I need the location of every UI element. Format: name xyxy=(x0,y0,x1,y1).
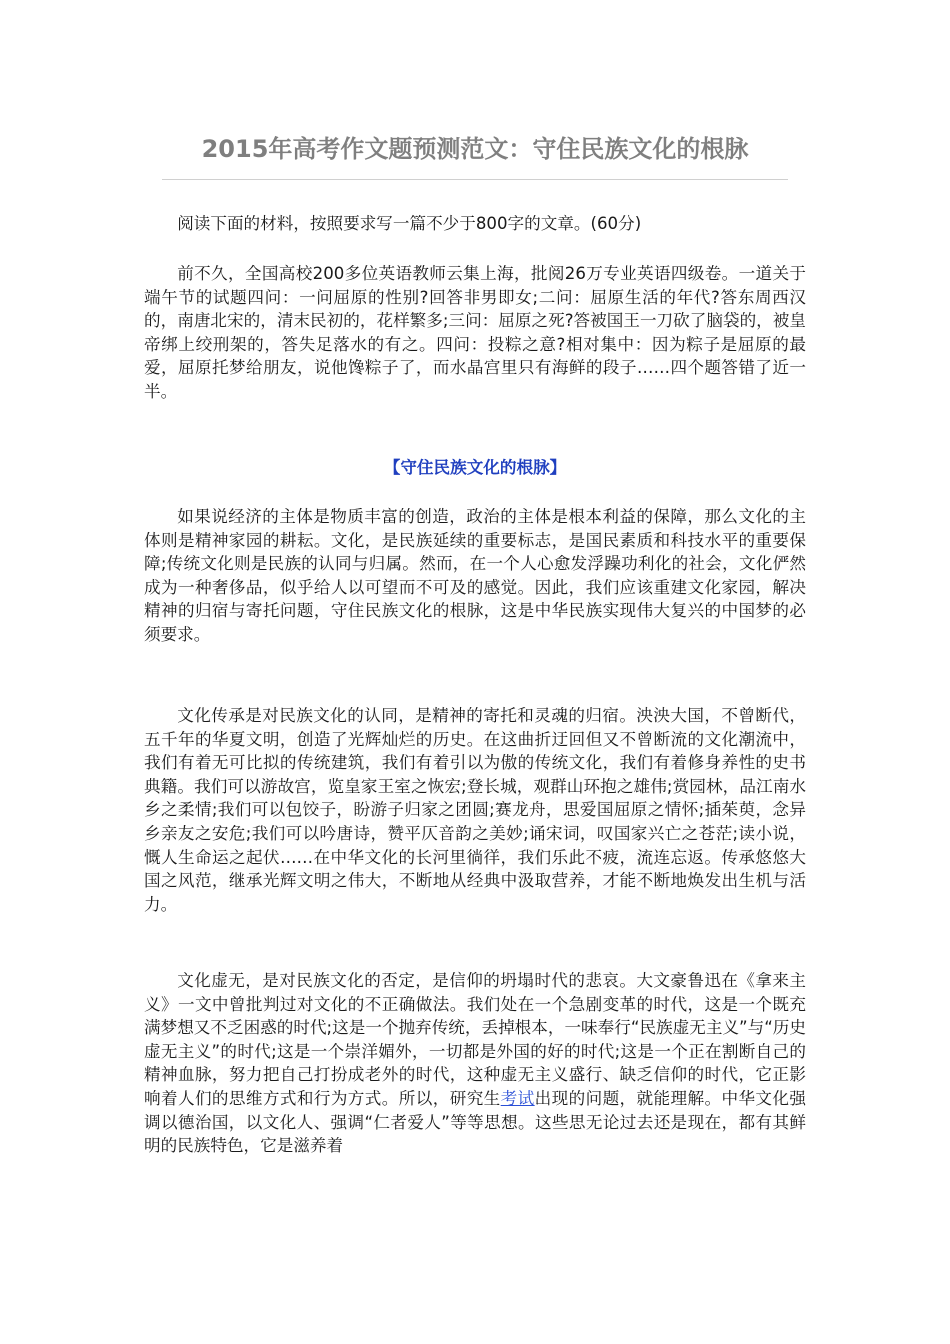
essay-paragraph-3 xyxy=(144,969,806,1158)
exam-link[interactable]: 考试 xyxy=(500,1088,535,1108)
essay-paragraph-1: 如果说经济的主体是物质丰富的创造，政治的主体是根本利益的保障，那么文化的主体则是精神家园的耕耘。文化，是民族延续的重要标志，是国民素质和科技水平的重要保障;传统文化则是民族的认同与归属。然而，在一个人心愈发浮躁功利化的社会，文化俨然成为一种奢侈品，似乎给人以可望而不可及的感觉。因此，我们应该重建文化家园，解决精神的归宿与寄托问题，守住民族文化的根脉，这是中华民族实现伟大复兴的中国梦的必须要求。 xyxy=(144,507,806,644)
essay-paragraph-2: 文化传承是对民族文化的认同，是精神的寄托和灵魂的归宿。泱泱大国，不曾断代，五千年的华夏文明，创造了光辉灿烂的历史。在这曲折迂回但又不曾断流的文化潮流中，我们有着无可比拟的传统建筑，我们有着引以为傲的传统文化，我们有着修身养性的史书典籍。我们可以游故宫，览皇家王室之恢宏;登长城，观群山环抱之雄伟;赏园林，品江南水乡之柔情;我们可以包饺子，盼游子归家之团圆;赛龙舟，思爱国屈原之情怀;插茱萸，念异乡亲友之安危;我们可以吟唐诗，赞平仄音韵之美妙;诵宋词，叹国家兴亡之苍茫;读小说，慨人生命运之起伏……在中华文化的长河里徜徉，我们乐此不疲，流连忘返。传承悠悠大国之风范，继承光辉文明之伟大，不断地从经典中汲取营养，才能不断地焕发出生机与活力。 xyxy=(144,706,806,914)
material-paragraph: 前不久，全国高校200多位英语教师云集上海，批阅26万专业英语四级卷。一道关于端午节的试题四问：一问屈原的性别?回答非男即女;二问：屈原生活的年代?答东周西汉的，南唐北宋的，清末民初的，花样繁多;三问：屈原之死?答被国王一刀砍了脑袋的，被皇帝绑上绞刑架的，答失足落水的有之。四问：投粽之意?相对集中：因为粽子是屈原的最爱，屈原托梦给朋友，说他馋粽子了，而水晶宫里只有海鲜的段子……四个题答错了近一半。 xyxy=(144,264,806,401)
essay-heading: 【守住民族文化的根脉】 xyxy=(383,458,567,477)
paragraph-text: 出现的问题，就能理解。中华文化强调以德治国，以文化人、强调“仁者爱人”等等思想。这些思无论过去还是现在，都有其鲜明的民族特色，它是滋养着 xyxy=(144,1088,806,1156)
page-title: 2015年高考作文题预测范文：守住民族文化的根脉 xyxy=(201,135,749,163)
title-divider xyxy=(162,179,788,180)
paragraph-text: 文化虚无，是对民族文化的否定，是信仰的坍塌时代的悲哀。大文豪鲁迅在《拿来主义》一文中曾批判过对文化的不正确做法。我们处在一个急剧变革的时代，这是一个既充满梦想又不乏困惑的时代;这是一个抛弃传统，丢掉根本，一味奉行“民族虚无主义”与“历史虚无主义”的时代;这是一个崇洋媚外，一切都是外国的好的时代;这是一个正在割断自己的精神血脉，努力把自己打扮成老外的时代，这种虚无主义盛行、缺乏信仰的时代，它正影响着人们的思维方式和行为方式。所以，研究生 xyxy=(144,971,806,1108)
intro-paragraph: 阅读下面的材料，按照要求写一篇不少于800字的文章。(60分) xyxy=(177,214,642,233)
